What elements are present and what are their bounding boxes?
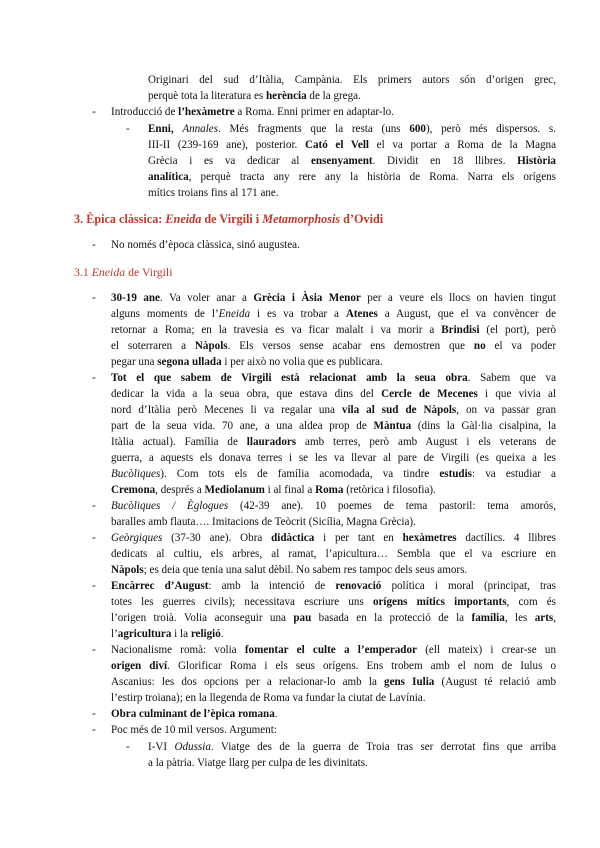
list-dash: -: [92, 292, 96, 304]
list-dash: -: [92, 724, 96, 736]
list-dash: -: [92, 500, 96, 512]
list-item-verses: Poc més de 10 mil versos. Argument:: [111, 724, 277, 736]
document-page: Originari del sud d’Itàlia, Campània. Els primers autors són d’origen grec, perquè tota la literatura es herència de la grega. - Introducció de l’hexàmetre a Roma. Enni primer en adaptar-lo. - Enni, Annales. Més fragments que la resta (uns 600), però més dispersos. s. III-II (239-169 ane), posterior. Cató el Vell el va portar a Roma de la Magna Grècia i es va dedicar al ensenyament. Dividit en 18 llibres. Història analítica, perquè tracta any rere any la història de Roma. Narra els orígens mítics troians fins al 171 ane. 3. Èpica clàssica: Eneida de Virgili i Metamorphosis d’Ovidi - No només d’època clàssica, sinó augustea. 3.1 Eneida de Virgili - 30-19 ane. Va voler anar a Grècia i Àsia Menor per a veure els llocs on havien tingut alguns moments de l’Eneida i es va trobar a Atenes a August, que el va convèncer de retornar a Roma; en la travesia es va ficar malalt i va morir a Brindisi (el port), però el soterraren a Nàpols. Els versos sense acabar ens demostren que no el va poder pegar una segona ullada i per això no volia que es publicara. - Tot el que sabem de Virgili està relacionat amb la seua obra. Sabem que va dedicar la vida a la seua obra, que estava dins del Cercle de Mecenes i que vivia al nord d’Itàlia però Mecenes li va regalar una vila al sud de Nàpols, on va passar gran part de la seua vida. 70 ane, a una aldea prop de Màntua (dins la Gàl·lia cisalpina, la Itàlia actual). Família de llauradors amb terres, però amb August i els veterans de guerra, a aquests els donava terres i se les va llevar al pare de Virgili (es queixa a les Bucòliques). Com tots els de família acomodada, va tindre estudis: va estudiar a Cremona, després a Mediolanum i al final a Roma (retòrica i filosofia). - Bucòliques / Èglogues (42-39 ane). 10 poemes de tema pastoril: tema amorós, baralles amb flauta…. Imitacions de Teòcrit (Sicília, Magna Grècia). - Geòrgiques (37-30 ane). Obra didàctica i per tant en hexàmetres dactílics. 4 llibres dedicats al cultiu, els arbres, al ramat, l’apicultura… Sembla que el va escriure en Nàpols; es deia que tenia una salut dèbil. No sabem res tampoc dels seus amors. - Encàrrec d’August: amb la intenció de renovació política i moral (principat, tras totes les guerres civils); necessitava escriure uns orígens mítics importants, com és l’origen troià. Volia aconseguir una pau basada en la protecció de la família, les arts, l’agricultura i la religió. - Nacionalisme romà: volia fomentar el culte a l’emperador (ell mateix) i crear-se un origen diví. Glorificar Roma i els seus orígens. Ens trobem amb el nom de Iulus o Ascanius: les dos opcions per a relacionar-lo amb la gens Iulia (August té relació amb l’estirp troiana); en la llegenda de Roma va fundar la ciutat de Lavínia. - Obra culminant de l’èpica romana. - Poc més de 10 mil versos. Argument: - I-VI Odussia. Viatge des de la guerra de Troia tras ser derrotat fins que arriba a la pàtria. Viatge llarg per culpa de les divinitats.: [74, 74, 557, 769]
list-dash: -: [92, 708, 96, 720]
list-dash: -: [126, 741, 130, 753]
section-heading-3: 3. Èpica clàssica: Eneida de Virgili i Metamorphosis d’Ovidi: [74, 212, 384, 226]
list-dash: -: [92, 239, 96, 251]
list-item-culminant: Obra culminant de l’èpica romana.: [111, 708, 278, 720]
list-dash: -: [92, 106, 96, 118]
list-dash: -: [126, 123, 130, 135]
list-item-hexameter: Introducció de l’hexàmetre a Roma. Enni primer en adaptar-lo.: [111, 106, 394, 118]
paragraph-origins: Originari del sud d’Itàlia, Campània. Els primers autors són d’origen grec,: [148, 74, 556, 86]
list-dash: -: [92, 580, 96, 592]
list-dash: -: [92, 372, 96, 384]
list-dash: -: [92, 532, 96, 544]
list-dash: -: [92, 644, 96, 656]
list-item-augustea: No només d’època clàssica, sinó augustea.: [111, 239, 300, 251]
section-heading-3-1: 3.1 Eneida de Virgili: [74, 265, 173, 279]
paragraph-origins-2: perquè tota la literatura es herència de la grega.: [148, 90, 361, 102]
